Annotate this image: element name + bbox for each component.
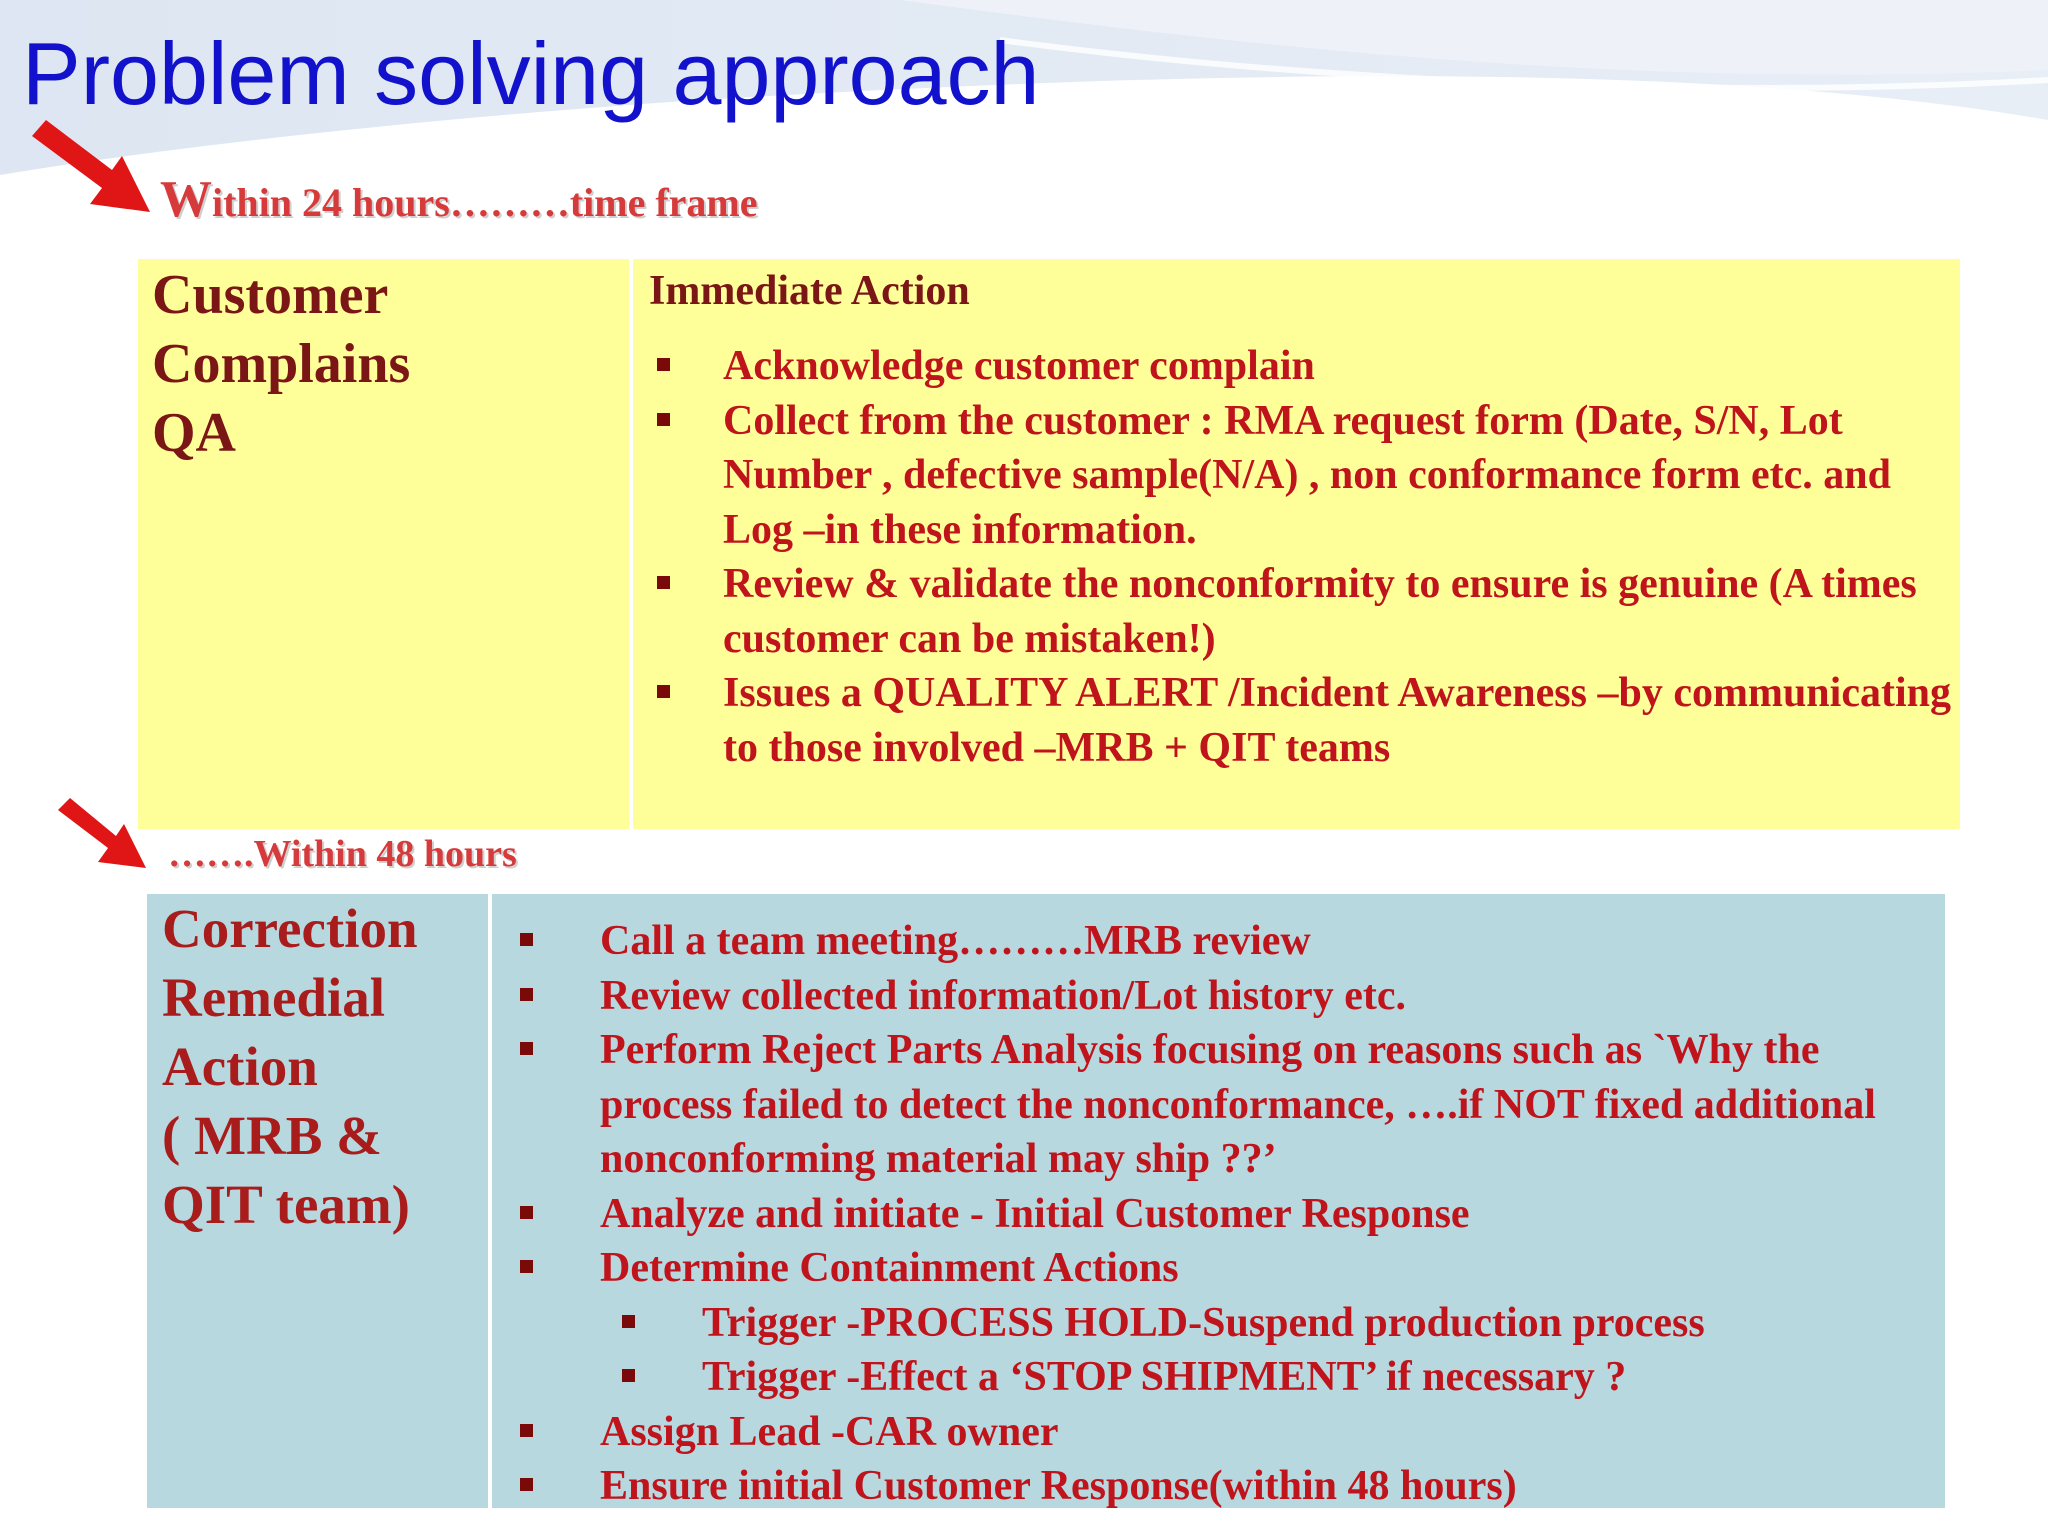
square-bullet-icon — [622, 1369, 635, 1382]
square-bullet-icon — [520, 1424, 533, 1437]
square-bullet-icon — [520, 988, 533, 1001]
sub-list-item: Trigger -PROCESS HOLD-Suspend production process — [508, 1296, 1945, 1351]
role-label-customer-complains: Customer Complains QA — [152, 264, 411, 464]
square-bullet-icon — [657, 358, 670, 371]
red-arrow-icon — [54, 792, 154, 872]
actions-cell — [633, 259, 1960, 829]
square-bullet-icon — [520, 1042, 533, 1055]
immediate-action-list — [649, 339, 1960, 775]
correction-action-list — [508, 914, 1945, 1514]
immediate-action-heading: Immediate Action — [649, 268, 970, 314]
list-item: Acknowledge customer complain — [649, 339, 1960, 394]
timeframe-24-hours: Within 24 hours………time frame — [160, 171, 758, 228]
list-item: Review collected information/Lot history etc. — [508, 969, 1945, 1024]
square-bullet-icon — [520, 933, 533, 946]
square-bullet-icon — [657, 576, 670, 589]
red-arrow-icon — [22, 112, 162, 217]
role-cell — [138, 259, 633, 829]
role-cell — [147, 894, 492, 1508]
list-item: Collect from the customer : RMA request form (Date, S/N, Lot Number , defective sample(N/A) , non conformance form etc. and Log –in these information. — [649, 394, 1960, 558]
slide-title: Problem solving approach — [22, 24, 1040, 123]
list-item: Assign Lead -CAR owner — [508, 1405, 1945, 1460]
square-bullet-icon — [657, 413, 670, 426]
list-item: Issues a QUALITY ALERT /Incident Awareness –by communicating to those involved –MRB + QIT teams — [649, 666, 1960, 775]
square-bullet-icon — [520, 1478, 533, 1491]
correction-action-box — [147, 894, 1945, 1508]
role-label-correction-remedial-action: Correction Remedial Action ( MRB & QIT team) — [162, 898, 418, 1235]
square-bullet-icon — [622, 1315, 635, 1328]
timeframe-48-hours: …….Within 48 hours — [168, 833, 517, 875]
actions-cell — [492, 894, 1945, 1508]
list-item: Call a team meeting………MRB review — [508, 914, 1945, 969]
square-bullet-icon — [520, 1206, 533, 1219]
sub-list-item: Trigger -Effect a ‘STOP SHIPMENT’ if necessary ? — [508, 1350, 1945, 1405]
list-item: Review & validate the nonconformity to ensure is genuine (A times customer can be mistaken!) — [649, 557, 1960, 666]
immediate-action-box — [138, 259, 1960, 829]
list-item: Ensure initial Customer Response(within 48 hours) — [508, 1459, 1945, 1514]
square-bullet-icon — [657, 685, 670, 698]
square-bullet-icon — [520, 1260, 533, 1273]
list-item: Perform Reject Parts Analysis focusing on reasons such as `Why the process failed to detect the nonconformance, ….if NOT fixed additional nonconforming material may ship ??’ — [508, 1023, 1945, 1187]
list-item: Analyze and initiate - Initial Customer Response — [508, 1187, 1945, 1242]
list-item: Determine Containment Actions — [508, 1241, 1945, 1296]
